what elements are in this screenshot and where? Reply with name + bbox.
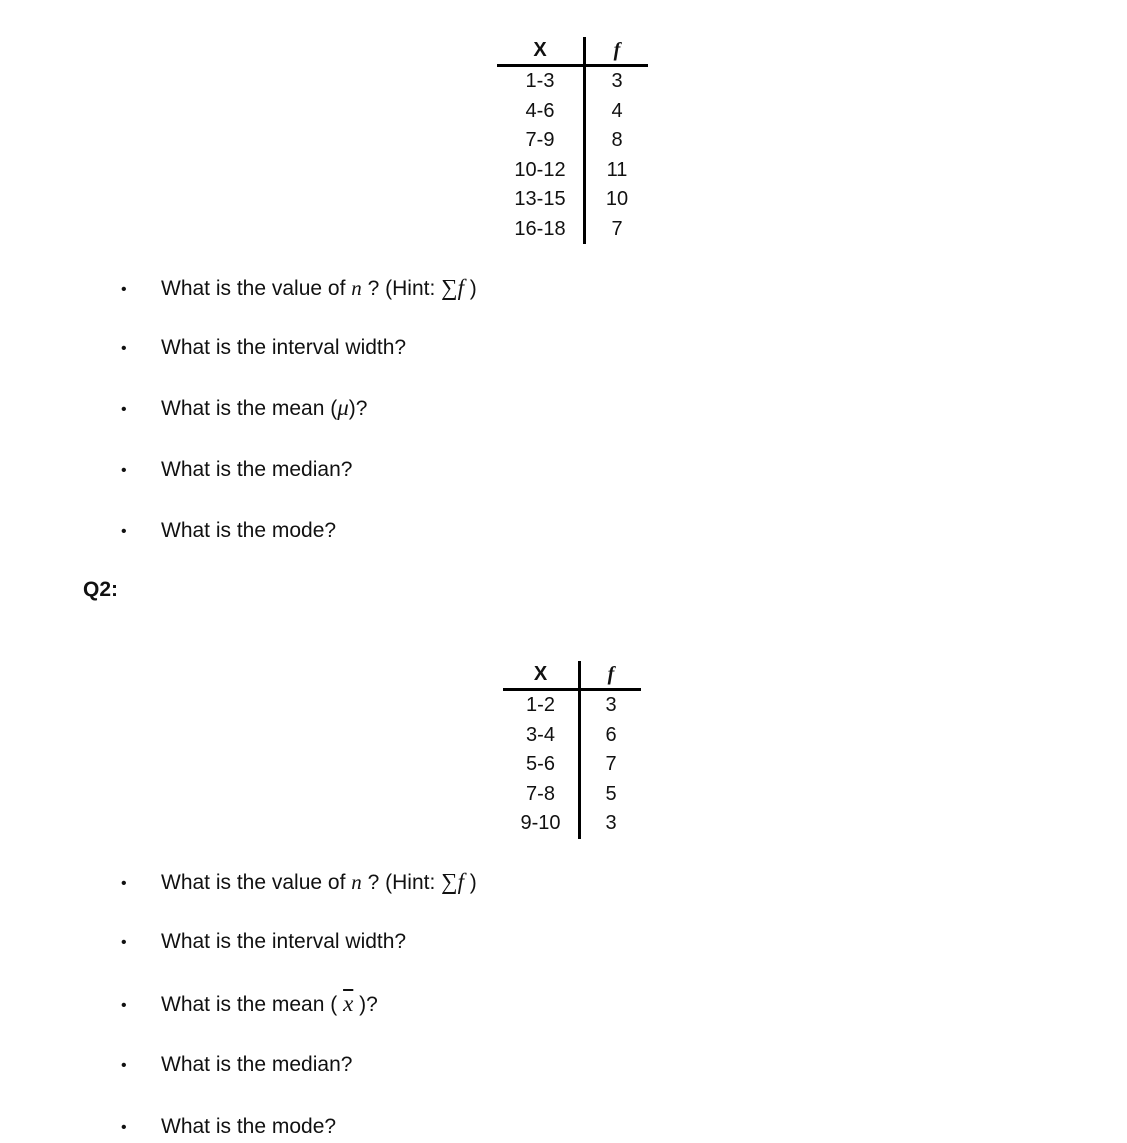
table-row <box>497 66 648 97</box>
x-cell: 1-2 <box>503 690 580 721</box>
x-cell: 16-18 <box>497 215 585 245</box>
bullet-icon: • <box>121 875 127 892</box>
f-cell: 3 <box>611 70 623 92</box>
bullet-icon: • <box>121 997 127 1014</box>
table-row <box>497 97 648 127</box>
q2-question-mean: • What is the mean ( $\overline{x}$ )? <box>121 991 378 1016</box>
f-cell: 7 <box>605 753 617 775</box>
q1-question-mode: • What is the mode? <box>121 519 337 542</box>
table-header-row <box>497 37 648 66</box>
x-cell: 7-9 <box>497 126 585 156</box>
x-cell: 5-6 <box>503 750 580 780</box>
x-cell: 1-3 <box>497 66 585 97</box>
q2-question-median: • What is the median? <box>121 1053 353 1076</box>
x-cell: 4-6 <box>497 97 585 127</box>
bullet-icon: • <box>121 340 127 357</box>
q2-question-mode: • What is the mode? <box>121 1115 337 1138</box>
table-row <box>503 780 641 810</box>
x-column-header: X <box>497 37 585 66</box>
f-cell: 6 <box>605 723 617 746</box>
table-row <box>503 750 641 780</box>
q1-frequency-table <box>497 37 648 244</box>
x-cell: 3-4 <box>503 721 580 751</box>
bullet-icon: • <box>121 401 127 418</box>
q2-question-n: • What is the value of n ? (Hint: ∑f ) <box>121 869 477 894</box>
bullet-icon: • <box>121 281 127 298</box>
q1-question-interval-width: • What is the interval width? <box>121 336 407 359</box>
q1-question-mean: • What is the mean (μ)? <box>121 395 368 420</box>
q1-question-n: • What is the value of n ? (Hint: ∑f ) <box>121 275 477 300</box>
table-row <box>497 126 648 156</box>
f-cell: 4 <box>611 99 623 122</box>
f-cell: 11 <box>606 158 628 181</box>
x-cell: 9-10 <box>503 809 580 839</box>
table-row <box>497 156 648 186</box>
q2-frequency-table <box>503 661 641 839</box>
table-row <box>503 721 641 751</box>
f-cell: 3 <box>605 694 617 716</box>
bullet-icon: • <box>121 462 127 479</box>
bullet-icon: • <box>121 1119 127 1136</box>
bullet-icon: • <box>121 523 127 540</box>
table-header-row <box>503 661 641 690</box>
table-row <box>497 185 648 215</box>
x-cell: 10-12 <box>497 156 585 186</box>
x-cell: 7-8 <box>503 780 580 810</box>
q2-question-interval-width: • What is the interval width? <box>121 930 407 953</box>
f-cell: 7 <box>611 217 623 240</box>
q1-question-median: • What is the median? <box>121 458 353 481</box>
f-column-header: f <box>585 37 649 66</box>
q2-label: Q2: <box>83 578 119 601</box>
table-row <box>503 809 641 839</box>
table-row <box>503 690 641 721</box>
x-bar-symbol: $\overline{x}$ <box>343 991 354 1016</box>
f-cell: 3 <box>605 812 617 834</box>
f-cell: 10 <box>605 188 629 210</box>
bullet-icon: • <box>121 934 127 951</box>
f-column-header: f <box>580 661 642 690</box>
bullet-icon: • <box>121 1057 127 1074</box>
table-row <box>497 215 648 245</box>
f-cell: 5 <box>605 782 617 805</box>
x-column-header: X <box>503 661 580 690</box>
x-cell: 13-15 <box>497 185 585 215</box>
f-cell: 8 <box>611 129 623 151</box>
